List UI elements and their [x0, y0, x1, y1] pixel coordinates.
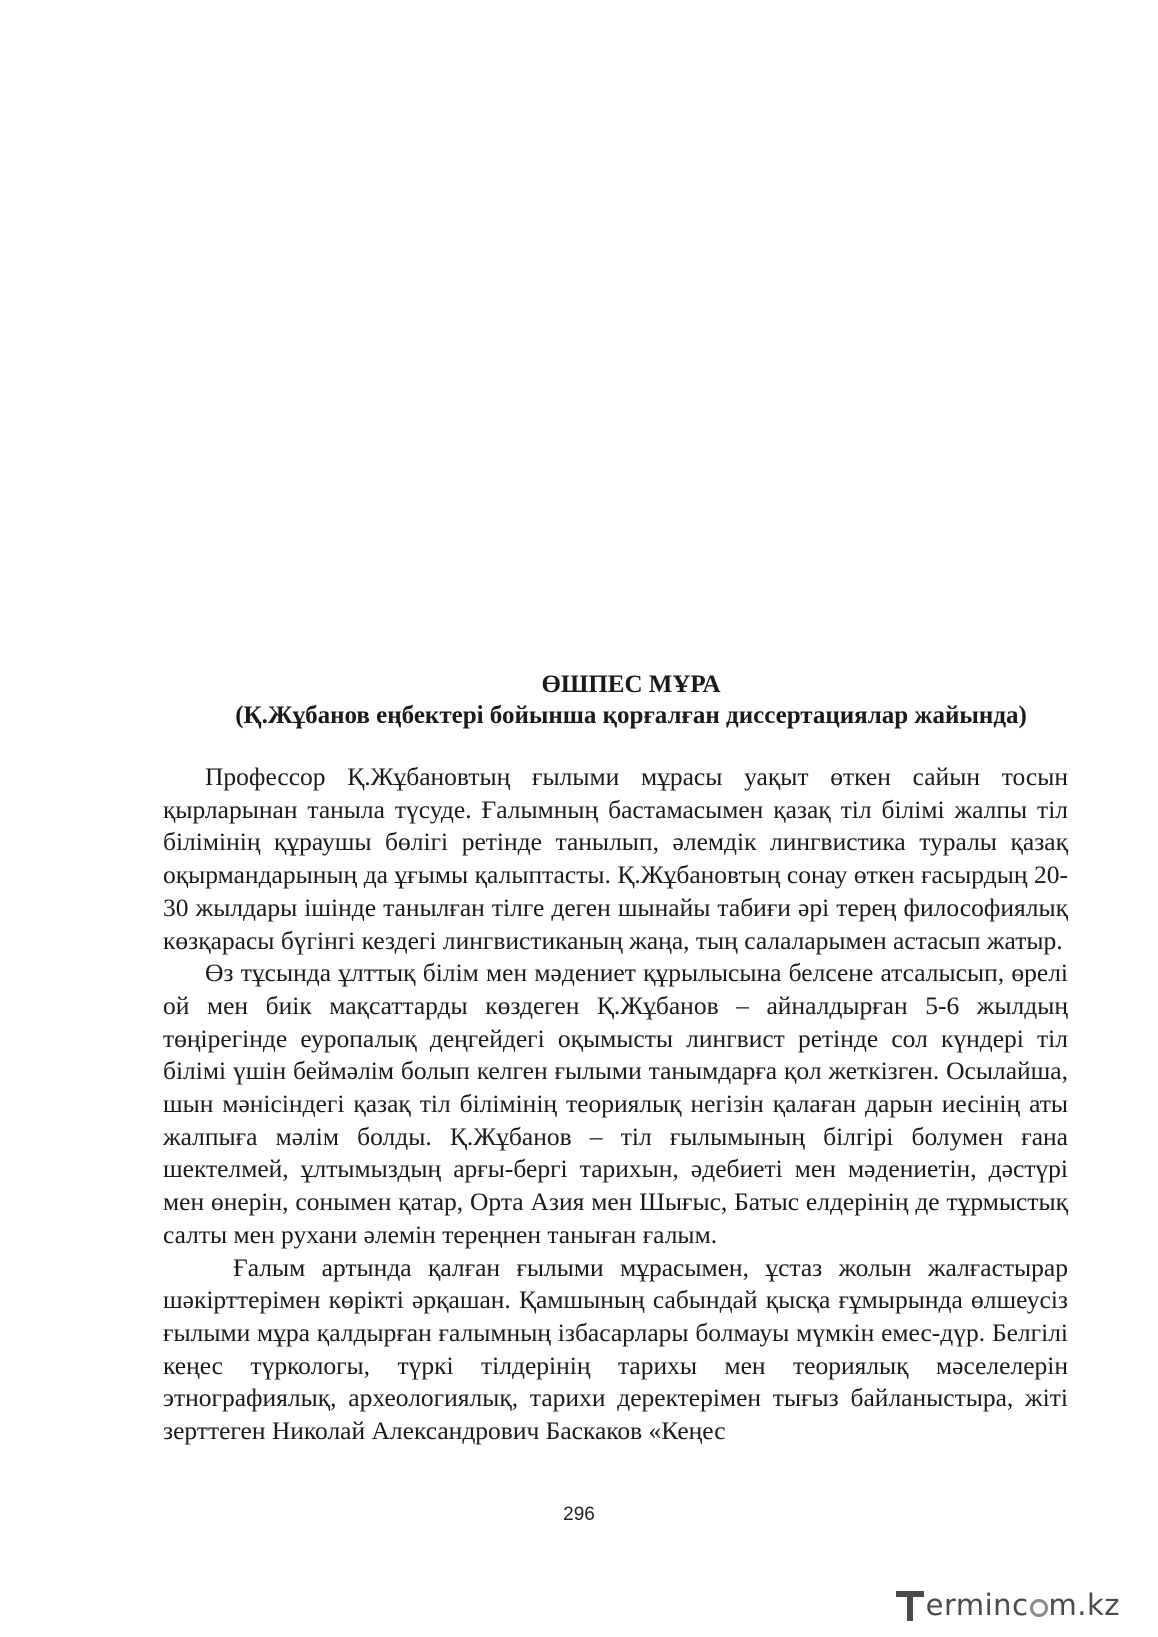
watermark-text-end: m.kz: [1048, 1588, 1120, 1622]
article-subtitle: (Қ.Жұбанов еңбектері бойынша қорғалған диссертациялар жайында): [235, 702, 1027, 729]
paragraph-3: Ғалым артында қалған ғылыми мұрасымен, ұстаз жолын жалғастырар шәкірттерімен көрікті әрқашан. Қамшының сабындай қысқа ғұмырында өлшеусіз ғылыми мұра қалдырған ғалымның ізбасарлары болмауы мүмкін емес-дүр. Белгілі кеңес түркологы, түркі тілдерінің тарихы мен теориялық мәселелерін этнографиялық, археологиялық, тарихи деректерімен тығыз байланыстыра, жіті зерттеген Николай Александрович Баскаков «Кеңес: [163, 1252, 1068, 1446]
article-title: ӨШПЕС МҰРА: [541, 671, 721, 698]
page-number: 296: [563, 1504, 595, 1525]
paragraph-1: Профессор Қ.Жұбановтың ғылыми мұрасы уақыт өткен сайын тосын қырларынан танылa түсуде. Ғалымның бастамасымен қазақ тіл білімі жалпы тіл білімінің құраушы бөлігі ретінде танылып, әлемдік лингвистика туралы қазақ оқырмандарының да ұғымы қалыптасты. Қ.Жұбановтың сонау өткен ғасырдың 20-30 жылдары ішінде танылған тілге деген шынайы табиғи әрі терең философиялық көзқарасы бүгінгі кездегі лингвистиканың жаңа, тың салаларымен астасып жатыр.: [163, 762, 1068, 955]
t-logo-icon: [896, 1588, 924, 1622]
o-ring-icon: [1030, 1599, 1048, 1617]
termincom-watermark: [896, 1585, 1120, 1625]
article-body: [163, 761, 1068, 1448]
watermark-text-start: erminc: [925, 1588, 1029, 1622]
paragraph-2: Өз тұсында ұлттық білім мен мәдениет құрылысына белсене атсалысып, өрелі ой мен биік мақсаттарды көздеген Қ.Жұбанов – айналдырған 5-6 жылдың төңірегінде еуропалық деңгейдегі оқымысты лингвист ретінде сол күндері тіл білімі үшін беймәлім болып келген ғылыми танымдарға қол жеткізген. Осылайша, шын мәнісіндегі қазақ тіл білімінің теориялық негізін қалаған дарын иесінің аты жалпыға мәлім болды. Қ.Жұбанов – тіл ғылымының білгірі болумен ғана шектелмей, ұлтымыздың арғы-бергі тарихын, әдебиеті мен мәдениетін, дәстүрі мен өнерін, сонымен қатар, Орта Азия мен Шығыс, Батыс елдерінің де тұрмыстық салты мен рухани әлемін тереңнен таныған ғалым.: [163, 958, 1068, 1249]
